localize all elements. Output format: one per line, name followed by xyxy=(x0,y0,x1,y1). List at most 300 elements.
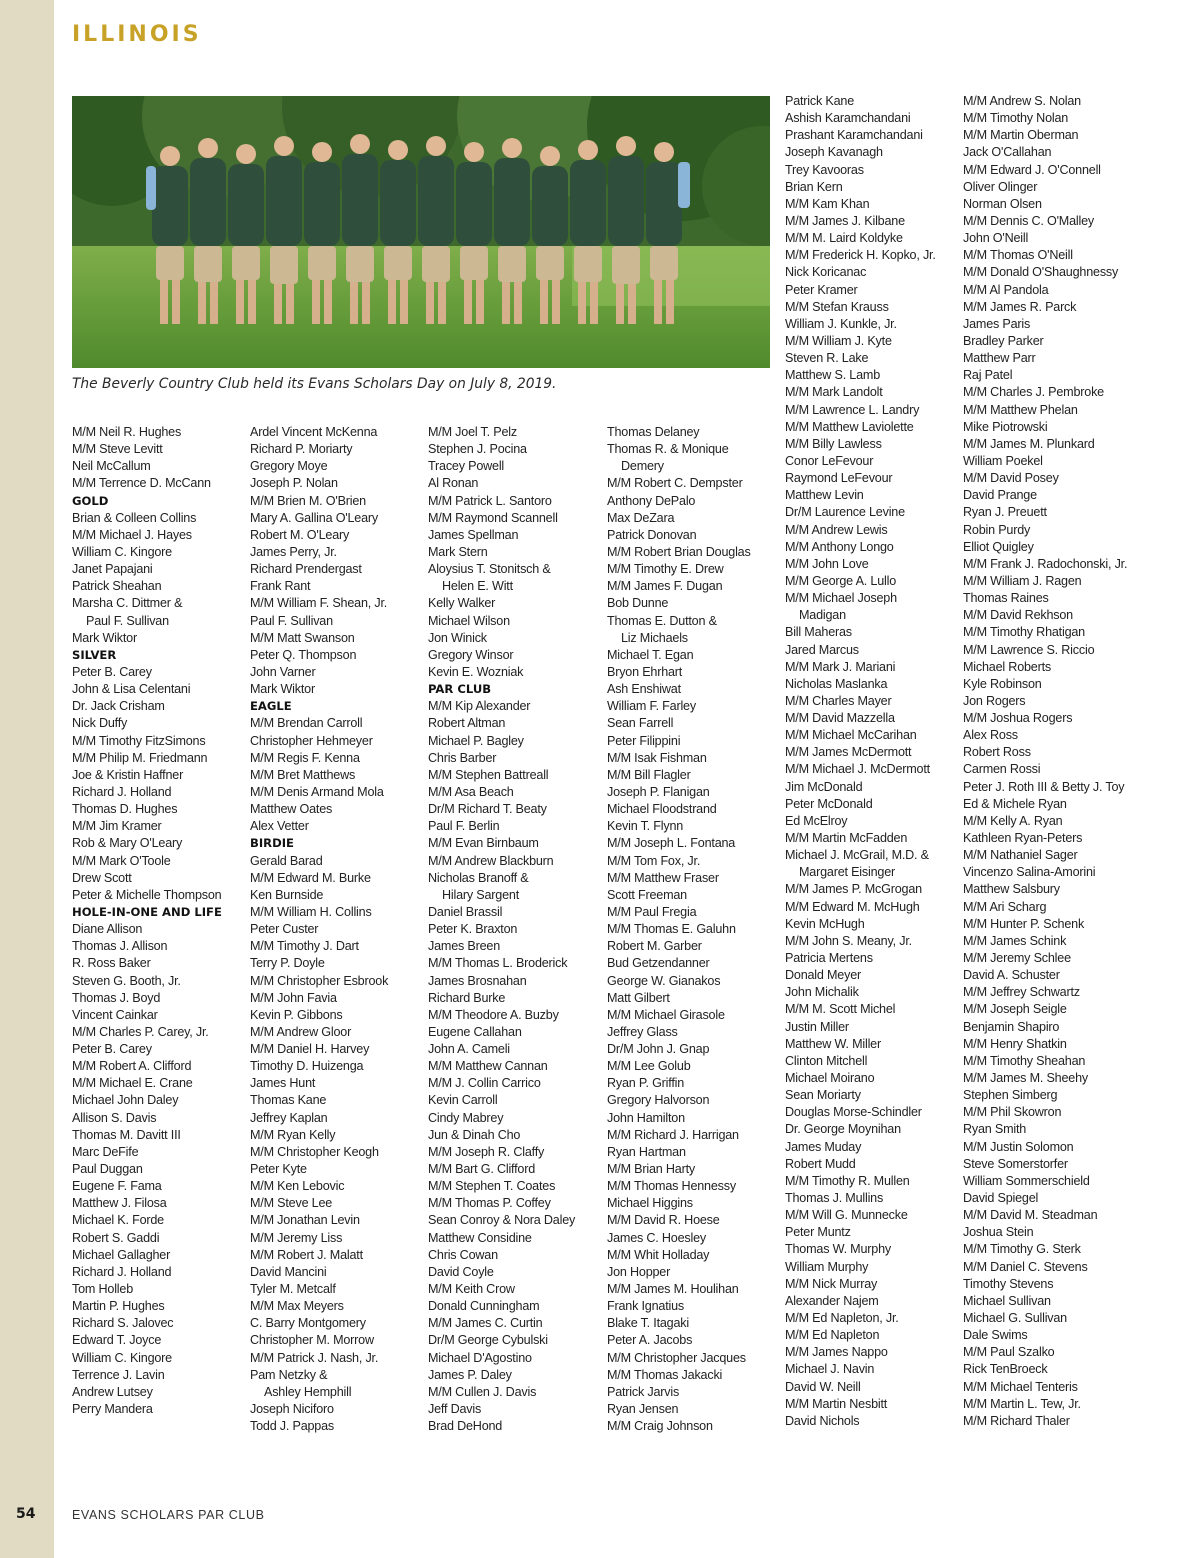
donor-name: M/M David R. Hoese xyxy=(607,1213,720,1228)
donor-name: Oliver Olinger xyxy=(963,179,1038,194)
donor-name: Joshua Stein xyxy=(963,1225,1034,1240)
donor-name: Thomas M. Davitt III xyxy=(72,1127,181,1142)
donor-name: M/M Daniel C. Stevens xyxy=(963,1259,1088,1274)
donor-name: M/M James R. Parck xyxy=(963,299,1077,314)
donor-name: M/M Robert C. Dempster xyxy=(607,476,743,491)
donor-name: M/M Cullen J. Davis xyxy=(428,1384,537,1399)
donor-name: James Muday xyxy=(785,1139,862,1154)
donor-name: M/M Donald O'Shaughnessy xyxy=(963,265,1119,280)
donor-name: James Spellman xyxy=(428,527,519,542)
donor-name: M/M David Posey xyxy=(963,471,1059,486)
donor-name: Paul F. Sullivan xyxy=(250,613,333,628)
donor-name: Thomas Delaney xyxy=(607,425,700,439)
donor-name: Dr. Jack Crisham xyxy=(72,699,165,714)
donor-name: Christopher Hehmeyer xyxy=(250,733,373,748)
donor-name: Edward T. Joyce xyxy=(72,1333,162,1348)
donor-name: M/M James Nappo xyxy=(785,1345,888,1360)
donor-name: M/M James C. Curtin xyxy=(428,1316,543,1331)
donor-name: Michael K. Forde xyxy=(72,1213,164,1228)
donor-name: Patricia Mertens xyxy=(785,951,873,966)
donor-name: Ryan Hartman xyxy=(607,1144,686,1159)
donor-name: M/M James Schink xyxy=(963,933,1067,948)
donor-name: Matthew J. Filosa xyxy=(72,1196,167,1211)
donor-name: Michael J. McGrail, M.D. & xyxy=(785,848,929,863)
donor-name: Jared Marcus xyxy=(785,642,859,657)
donor-name: M/M Thomas L. Broderick xyxy=(428,956,568,971)
donor-name: Thomas J. Allison xyxy=(72,939,168,954)
donor-name: Trey Kavooras xyxy=(785,162,864,177)
donor-name: John O'Neill xyxy=(963,231,1029,246)
level-heading: SILVER xyxy=(72,647,117,662)
donor-name: Andrew Lutsey xyxy=(72,1384,153,1399)
donor-name: James C. Hoesley xyxy=(607,1230,706,1245)
donor-name: M/M Thomas Hennessy xyxy=(607,1179,736,1194)
donor-name: Cindy Mabrey xyxy=(428,1110,504,1125)
donor-name: M/M Ed Napleton, Jr. xyxy=(785,1310,899,1325)
donor-name: Sean Conroy & Nora Daley xyxy=(428,1213,576,1228)
donor-name: Rick TenBroeck xyxy=(963,1362,1048,1377)
donor-name: M/M William H. Collins xyxy=(250,904,372,919)
donor-name: Richard S. Jalovec xyxy=(72,1316,174,1331)
donor-name: Peter B. Carey xyxy=(72,664,152,679)
donor-name: Richard J. Holland xyxy=(72,784,172,799)
donor-name: Peter J. Roth III & Betty J. Toy xyxy=(963,779,1125,794)
donor-name: M/M Andrew Blackburn xyxy=(428,853,554,868)
level-heading: PAR CLUB xyxy=(428,682,492,697)
donor-name: Peter McDonald xyxy=(785,796,873,811)
donor-name: Patrick Kane xyxy=(785,94,854,108)
donor-name: M/M Al Pandola xyxy=(963,282,1049,297)
donor-name: Robert M. O'Leary xyxy=(250,527,350,542)
donor-name: Jack O'Callahan xyxy=(963,145,1052,160)
donor-name: M/M Theodore A. Buzby xyxy=(428,1007,559,1022)
donor-name: Michael D'Agostino xyxy=(428,1350,532,1365)
donor-name: Patrick Sheahan xyxy=(72,579,162,594)
donor-name: M/M Martin Oberman xyxy=(963,128,1079,143)
donor-name: Alex Ross xyxy=(963,728,1018,743)
donor-name: Peter A. Jacobs xyxy=(607,1333,693,1348)
donor-name: M/M Brendan Carroll xyxy=(250,716,363,731)
donor-name: Dr/M George Cybulski xyxy=(428,1333,548,1348)
donor-name: Ed McElroy xyxy=(785,813,848,828)
donor-name: M/M Stephen T. Coates xyxy=(428,1179,556,1194)
donor-name: Matthew Parr xyxy=(963,351,1036,366)
donor-name: Thomas D. Hughes xyxy=(72,802,178,817)
donor-name: John Hamilton xyxy=(607,1110,685,1125)
donor-name: Paul Duggan xyxy=(72,1162,143,1177)
donor-name: M/M Justin Solomon xyxy=(963,1139,1074,1154)
donor-name: M/M Jeremy Schlee xyxy=(963,951,1071,966)
donor-name: M/M William J. Kyte xyxy=(785,333,892,348)
donor-name: Richard Burke xyxy=(428,990,506,1005)
donor-name: Jon Rogers xyxy=(963,693,1026,708)
donor-name: M/M Keith Crow xyxy=(428,1282,515,1297)
donor-name: M/M Brien M. O'Brien xyxy=(250,493,366,508)
donor-column-5 xyxy=(785,93,955,1430)
donor-name: Norman Olsen xyxy=(963,196,1042,211)
donor-name: M/M Matt Swanson xyxy=(250,630,355,645)
donor-name: M/M M. Scott Michel xyxy=(785,1002,896,1017)
donor-name: M/M John Favia xyxy=(250,990,337,1005)
donor-name: M/M Joseph R. Claffy xyxy=(428,1144,545,1159)
donor-name: Kathleen Ryan-Peters xyxy=(963,831,1083,846)
donor-name: Bob Dunne xyxy=(607,596,669,611)
donor-name: Brian & Colleen Collins xyxy=(72,510,197,525)
donor-name: M/M Nathaniel Sager xyxy=(963,848,1078,863)
donor-name: Gregory Moye xyxy=(250,459,328,474)
donor-name: M/M Evan Birnbaum xyxy=(428,836,539,851)
donor-name: Alexander Najem xyxy=(785,1293,879,1308)
donor-name: Richard Prendergast xyxy=(250,562,362,577)
donor-name: Peter Custer xyxy=(250,922,319,937)
donor-name: M/M Max Meyers xyxy=(250,1299,344,1314)
donor-name: M/M Lee Golub xyxy=(607,1059,691,1074)
donor-name: Drew Scott xyxy=(72,870,132,885)
donor-name: M/M David Rekhson xyxy=(963,608,1073,623)
donor-name: Robert Ross xyxy=(963,745,1031,760)
donor-name: Joseph P. Nolan xyxy=(250,476,338,491)
donor-name: M/M Bart G. Clifford xyxy=(428,1162,536,1177)
donor-name: Peter Filippini xyxy=(607,733,681,748)
donor-name: Matthew W. Miller xyxy=(785,1036,881,1051)
donor-name: Mary A. Gallina O'Leary xyxy=(250,510,378,525)
donor-name: David Spiegel xyxy=(963,1191,1039,1205)
donor-name: James Brosnahan xyxy=(428,973,527,988)
donor-name: Anthony DePalo xyxy=(607,493,696,508)
donor-name: M/M Michael Girasole xyxy=(607,1007,725,1022)
donor-name: Raymond LeFevour xyxy=(785,471,893,486)
donor-name: Chris Barber xyxy=(428,750,497,765)
donor-name: Jun & Dinah Cho xyxy=(428,1127,521,1142)
donor-name: Michael Wilson xyxy=(428,613,510,628)
donor-name: Patrick Jarvis xyxy=(607,1384,680,1399)
donor-name: Perry Mandera xyxy=(72,1402,153,1417)
donor-name: Jon Winick xyxy=(428,630,487,645)
donor-name: M/M Anthony Longo xyxy=(785,539,894,554)
donor-name: Conor LeFevour xyxy=(785,453,874,468)
donor-name: M/M Kam Khan xyxy=(785,196,870,211)
donor-name: M/M Philip M. Friedmann xyxy=(72,750,208,765)
donor-name: Robert M. Garber xyxy=(607,939,702,954)
donor-name: Raj Patel xyxy=(963,368,1013,383)
donor-name: M/M Craig Johnson xyxy=(607,1419,713,1434)
donor-name: Blake T. Itagaki xyxy=(607,1316,689,1331)
donor-name: Michael Floodstrand xyxy=(607,802,717,817)
donor-name: M/M Martin McFadden xyxy=(785,831,908,846)
donor-name: M/M Michael Joseph xyxy=(785,591,897,606)
donor-name: Thomas J. Mullins xyxy=(785,1191,884,1205)
donor-name: M/M Timothy Rhatigan xyxy=(963,625,1085,640)
donor-name: Prashant Karamchandani xyxy=(785,128,923,143)
donor-name: M/M Charles Mayer xyxy=(785,693,892,708)
donor-name: M/M Denis Armand Mola xyxy=(250,784,384,799)
donor-name: Thomas E. Dutton & xyxy=(607,613,717,628)
donor-name: William J. Kunkle, Jr. xyxy=(785,316,897,331)
donor-name: Steven G. Booth, Jr. xyxy=(72,973,181,988)
donor-name: Justin Miller xyxy=(785,1019,849,1034)
donor-column-3 xyxy=(428,424,598,1435)
donor-name: M/M Christopher Keogh xyxy=(250,1144,379,1159)
donor-name: Richard P. Moriarty xyxy=(250,442,353,457)
donor-name: M/M George A. Lullo xyxy=(785,573,896,588)
donor-name: M/M Ari Scharg xyxy=(963,899,1047,914)
donor-name: M/M Andrew Gloor xyxy=(250,1024,352,1039)
donor-name: Peter B. Carey xyxy=(72,1042,152,1057)
donor-name: M/M Christopher Jacques xyxy=(607,1350,746,1365)
donor-name: M/M Whit Holladay xyxy=(607,1247,710,1262)
donor-name: Jim McDonald xyxy=(785,779,863,794)
donor-name: M/M John S. Meany, Jr. xyxy=(785,933,912,948)
page-number: 54 xyxy=(16,1506,36,1522)
donor-name: Michael G. Sullivan xyxy=(963,1310,1067,1325)
donor-name: M/M M. Laird Koldyke xyxy=(785,231,903,246)
donor-name: M/M Regis F. Kenna xyxy=(250,750,360,765)
donor-name: M/M Matthew Cannan xyxy=(428,1059,548,1074)
donor-name: M/M Timothy FitzSimons xyxy=(72,733,206,748)
donor-name: M/M Timothy Sheahan xyxy=(963,1053,1086,1068)
level-heading: GOLD xyxy=(72,493,109,508)
donor-name: Ashley Hemphill xyxy=(264,1384,352,1399)
donor-name: M/M Timothy J. Dart xyxy=(250,939,359,954)
donor-name: David Coyle xyxy=(428,1264,494,1279)
donor-name: Ash Enshiwat xyxy=(607,682,681,697)
donor-name: M/M Ken Lebovic xyxy=(250,1179,345,1194)
donor-name: Gregory Winsor xyxy=(428,647,514,662)
donor-name: Peter Muntz xyxy=(785,1225,851,1240)
level-heading: HOLE-IN-ONE AND LIFE xyxy=(72,904,222,919)
donor-name: Tracey Powell xyxy=(428,459,505,474)
donor-name: Alex Vetter xyxy=(250,819,309,834)
donor-name: Michael P. Bagley xyxy=(428,733,524,748)
donor-name: M/M Isak Fishman xyxy=(607,750,707,765)
donor-name: Robert Altman xyxy=(428,716,506,731)
donor-name: Demery xyxy=(621,459,664,474)
donor-name: M/M Paul Fregia xyxy=(607,904,697,919)
donor-name: M/M Dennis C. O'Malley xyxy=(963,213,1094,228)
donor-name: Tom Holleb xyxy=(72,1282,133,1297)
donor-name: Joseph P. Flanigan xyxy=(607,784,710,799)
donor-name: M/M Mark Landolt xyxy=(785,385,883,400)
donor-name: Thomas J. Boyd xyxy=(72,990,161,1005)
donor-name: M/M Jonathan Levin xyxy=(250,1213,360,1228)
donor-name: Pam Netzky & xyxy=(250,1367,328,1382)
donor-name: Thomas Raines xyxy=(963,591,1049,606)
donor-name: M/M Stefan Krauss xyxy=(785,299,889,314)
donor-name: Christopher M. Morrow xyxy=(250,1333,374,1348)
donor-name: Mark Stern xyxy=(428,544,488,559)
donor-name: Dr/M Laurence Levine xyxy=(785,505,905,520)
donor-name: Neil McCallum xyxy=(72,459,151,474)
donor-name: M/M Edward J. O'Connell xyxy=(963,162,1101,177)
donor-name: Mark Wiktor xyxy=(72,630,137,645)
donor-name: Richard J. Holland xyxy=(72,1264,172,1279)
donor-name: James Breen xyxy=(428,939,500,954)
donor-name: M/M James F. Dugan xyxy=(607,579,723,594)
donor-name: Aloysius T. Stonitsch & xyxy=(428,562,551,577)
donor-name: Max DeZara xyxy=(607,510,675,525)
donor-name: Joseph Niciforo xyxy=(250,1402,334,1417)
donor-name: Dr/M John J. Gnap xyxy=(607,1042,710,1057)
donor-name: M/M Michael Tenteris xyxy=(963,1379,1078,1394)
donor-name: M/M Frank J. Radochonski, Jr. xyxy=(963,556,1128,571)
donor-name: Dale Swims xyxy=(963,1328,1028,1343)
donor-name: Al Ronan xyxy=(428,476,479,491)
donor-name: Margaret Eisinger xyxy=(799,865,895,880)
donor-name: Kevin McHugh xyxy=(785,916,865,931)
donor-name: William C. Kingore xyxy=(72,1350,172,1365)
donor-name: Bradley Parker xyxy=(963,333,1044,348)
donor-name: Ryan Jensen xyxy=(607,1402,679,1417)
donor-name: Peter & Michelle Thompson xyxy=(72,887,222,902)
donor-name: Helen E. Witt xyxy=(442,579,513,594)
footer-publication-name: EVANS SCHOLARS PAR CLUB xyxy=(72,1508,265,1522)
donor-name: Kevin E. Wozniak xyxy=(428,664,524,679)
donor-name: M/M Richard J. Harrigan xyxy=(607,1127,739,1142)
donor-name: M/M Kelly A. Ryan xyxy=(963,813,1063,828)
donor-name: Brad DeHond xyxy=(428,1419,503,1434)
donor-name: Vincenzo Salina-Amorini xyxy=(963,865,1096,880)
donor-name: M/M Brian Harty xyxy=(607,1162,695,1177)
donor-name: Steve Somerstorfer xyxy=(963,1156,1068,1171)
donor-name: William C. Kingore xyxy=(72,544,172,559)
donor-name: Timothy Stevens xyxy=(963,1276,1054,1291)
donor-name: M/M Edward M. McHugh xyxy=(785,899,920,914)
donor-name: John Varner xyxy=(250,664,316,679)
donor-name: M/M Andrew S. Nolan xyxy=(963,94,1081,108)
donor-name: M/M James McDermott xyxy=(785,745,912,760)
donor-name: Gregory Halvorson xyxy=(607,1093,710,1108)
donor-name: M/M Thomas Jakacki xyxy=(607,1367,723,1382)
donor-name: Patrick Donovan xyxy=(607,527,697,542)
donor-name: Marc DeFife xyxy=(72,1144,139,1159)
donor-name: Terry P. Doyle xyxy=(250,956,325,971)
donor-name: Matthew S. Lamb xyxy=(785,368,880,383)
donor-name: M/M Kip Alexander xyxy=(428,699,531,714)
donor-name: M/M Thomas O'Neill xyxy=(963,248,1073,263)
donor-name: Peter Kramer xyxy=(785,282,858,297)
donor-name: M/M Patrick J. Nash, Jr. xyxy=(250,1350,379,1365)
donor-name: R. Ross Baker xyxy=(72,956,151,971)
donor-name: James P. Daley xyxy=(428,1367,512,1382)
donor-name: M/M Timothy Nolan xyxy=(963,111,1069,126)
donor-name: Rob & Mary O'Leary xyxy=(72,836,183,851)
donor-name: Ken Burnside xyxy=(250,887,324,902)
donor-name: Todd J. Pappas xyxy=(250,1419,335,1434)
donor-name: M/M John Love xyxy=(785,556,869,571)
donor-name: M/M J. Collin Carrico xyxy=(428,1076,541,1091)
donor-name: M/M Jeffrey Schwartz xyxy=(963,985,1080,1000)
donor-name: Matthew Levin xyxy=(785,488,864,503)
donor-name: M/M Thomas P. Coffey xyxy=(428,1196,551,1211)
donor-name: Michael Sullivan xyxy=(963,1293,1051,1308)
donor-name: Mark Wiktor xyxy=(250,682,315,697)
donor-name: M/M James P. McGrogan xyxy=(785,882,922,897)
donor-name: Eugene F. Fama xyxy=(72,1179,162,1194)
donor-name: Ryan Smith xyxy=(963,1122,1027,1137)
donor-name: Donald Cunningham xyxy=(428,1299,540,1314)
donor-name: Sean Moriarty xyxy=(785,1088,861,1103)
donor-name: Joseph Kavanagh xyxy=(785,145,883,160)
donor-name: Michael T. Egan xyxy=(607,647,694,662)
donor-name: M/M Thomas E. Galuhn xyxy=(607,922,736,937)
donor-name: M/M William F. Shean, Jr. xyxy=(250,596,388,611)
donor-name: M/M Michael E. Crane xyxy=(72,1076,193,1091)
donor-name: Marsha C. Dittmer & xyxy=(72,596,183,611)
donor-name: Nick Duffy xyxy=(72,716,128,731)
donor-name: M/M Terrence D. McCann xyxy=(72,476,211,491)
donor-name: Daniel Brassil xyxy=(428,904,503,919)
donor-name: Bill Maheras xyxy=(785,625,852,640)
donor-name: M/M Joel T. Pelz xyxy=(428,425,517,439)
donor-name: M/M Raymond Scannell xyxy=(428,510,558,525)
donor-name: Robin Purdy xyxy=(963,522,1031,537)
donor-name: M/M Matthew Laviolette xyxy=(785,419,914,434)
donor-column-1 xyxy=(72,424,242,1418)
donor-name: Stephen J. Pocina xyxy=(428,442,527,457)
donor-name: Allison S. Davis xyxy=(72,1110,157,1125)
donor-name: M/M Martin L. Tew, Jr. xyxy=(963,1396,1081,1411)
donor-name: Paul F. Sullivan xyxy=(86,613,169,628)
donor-name: M/M Nick Murray xyxy=(785,1276,878,1291)
donor-name: Nicholas Branoff & xyxy=(428,870,529,885)
donor-name: Nick Koricanac xyxy=(785,265,867,280)
donor-name: Janet Papajani xyxy=(72,562,153,577)
donor-name: David Prange xyxy=(963,488,1037,503)
donor-name: M/M Bret Matthews xyxy=(250,767,356,782)
donor-name: Michael Higgins xyxy=(607,1196,693,1211)
donor-name: M/M Michael McCarihan xyxy=(785,728,917,743)
donor-name: M/M Jim Kramer xyxy=(72,819,162,834)
donor-name: M/M Joshua Rogers xyxy=(963,711,1073,726)
donor-name: M/M Steve Levitt xyxy=(72,442,163,457)
donor-name: M/M Matthew Fraser xyxy=(607,870,719,885)
donor-name: M/M Richard Thaler xyxy=(963,1413,1070,1428)
donor-name: Diane Allison xyxy=(72,922,143,937)
donor-name: David W. Neill xyxy=(785,1379,861,1394)
donor-name: Paul F. Berlin xyxy=(428,819,500,834)
donor-name: Benjamin Shapiro xyxy=(963,1019,1060,1034)
donor-name: M/M Paul Szalko xyxy=(963,1345,1055,1360)
donor-name: M/M Matthew Phelan xyxy=(963,402,1078,417)
donor-name: M/M William J. Ragen xyxy=(963,573,1082,588)
donor-name: M/M Billy Lawless xyxy=(785,436,882,451)
donor-name: David Nichols xyxy=(785,1413,860,1428)
donor-name: M/M Martin Nesbitt xyxy=(785,1396,888,1411)
donor-name: Joe & Kristin Haffner xyxy=(72,767,184,782)
donor-name: M/M Edward M. Burke xyxy=(250,870,371,885)
donor-name: Frank Rant xyxy=(250,579,311,594)
donor-name: Jon Hopper xyxy=(607,1264,671,1279)
donor-name: John & Lisa Celentani xyxy=(72,682,191,697)
donor-name: Peter Q. Thompson xyxy=(250,647,357,662)
donor-name: M/M Michael J. Hayes xyxy=(72,527,192,542)
donor-name: Sean Farrell xyxy=(607,716,674,731)
donor-name: Mike Piotrowski xyxy=(963,419,1048,434)
donor-name: Stephen Simberg xyxy=(963,1088,1058,1103)
donor-name: M/M Mark O'Toole xyxy=(72,853,171,868)
donor-name: M/M Mark J. Mariani xyxy=(785,659,896,674)
donor-name: Robert Mudd xyxy=(785,1156,856,1171)
donor-name: Ryan J. Preuett xyxy=(963,505,1047,520)
donor-name: William Sommerschield xyxy=(963,1173,1090,1188)
donor-name: Steven R. Lake xyxy=(785,351,869,366)
donor-name: M/M Tom Fox, Jr. xyxy=(607,853,701,868)
donor-name: Michael Roberts xyxy=(963,659,1051,674)
donor-name: M/M David Mazzella xyxy=(785,711,895,726)
donor-name: M/M Will G. Munnecke xyxy=(785,1208,908,1223)
donor-name: Gerald Barad xyxy=(250,853,323,868)
donor-name: Kevin Carroll xyxy=(428,1093,498,1108)
